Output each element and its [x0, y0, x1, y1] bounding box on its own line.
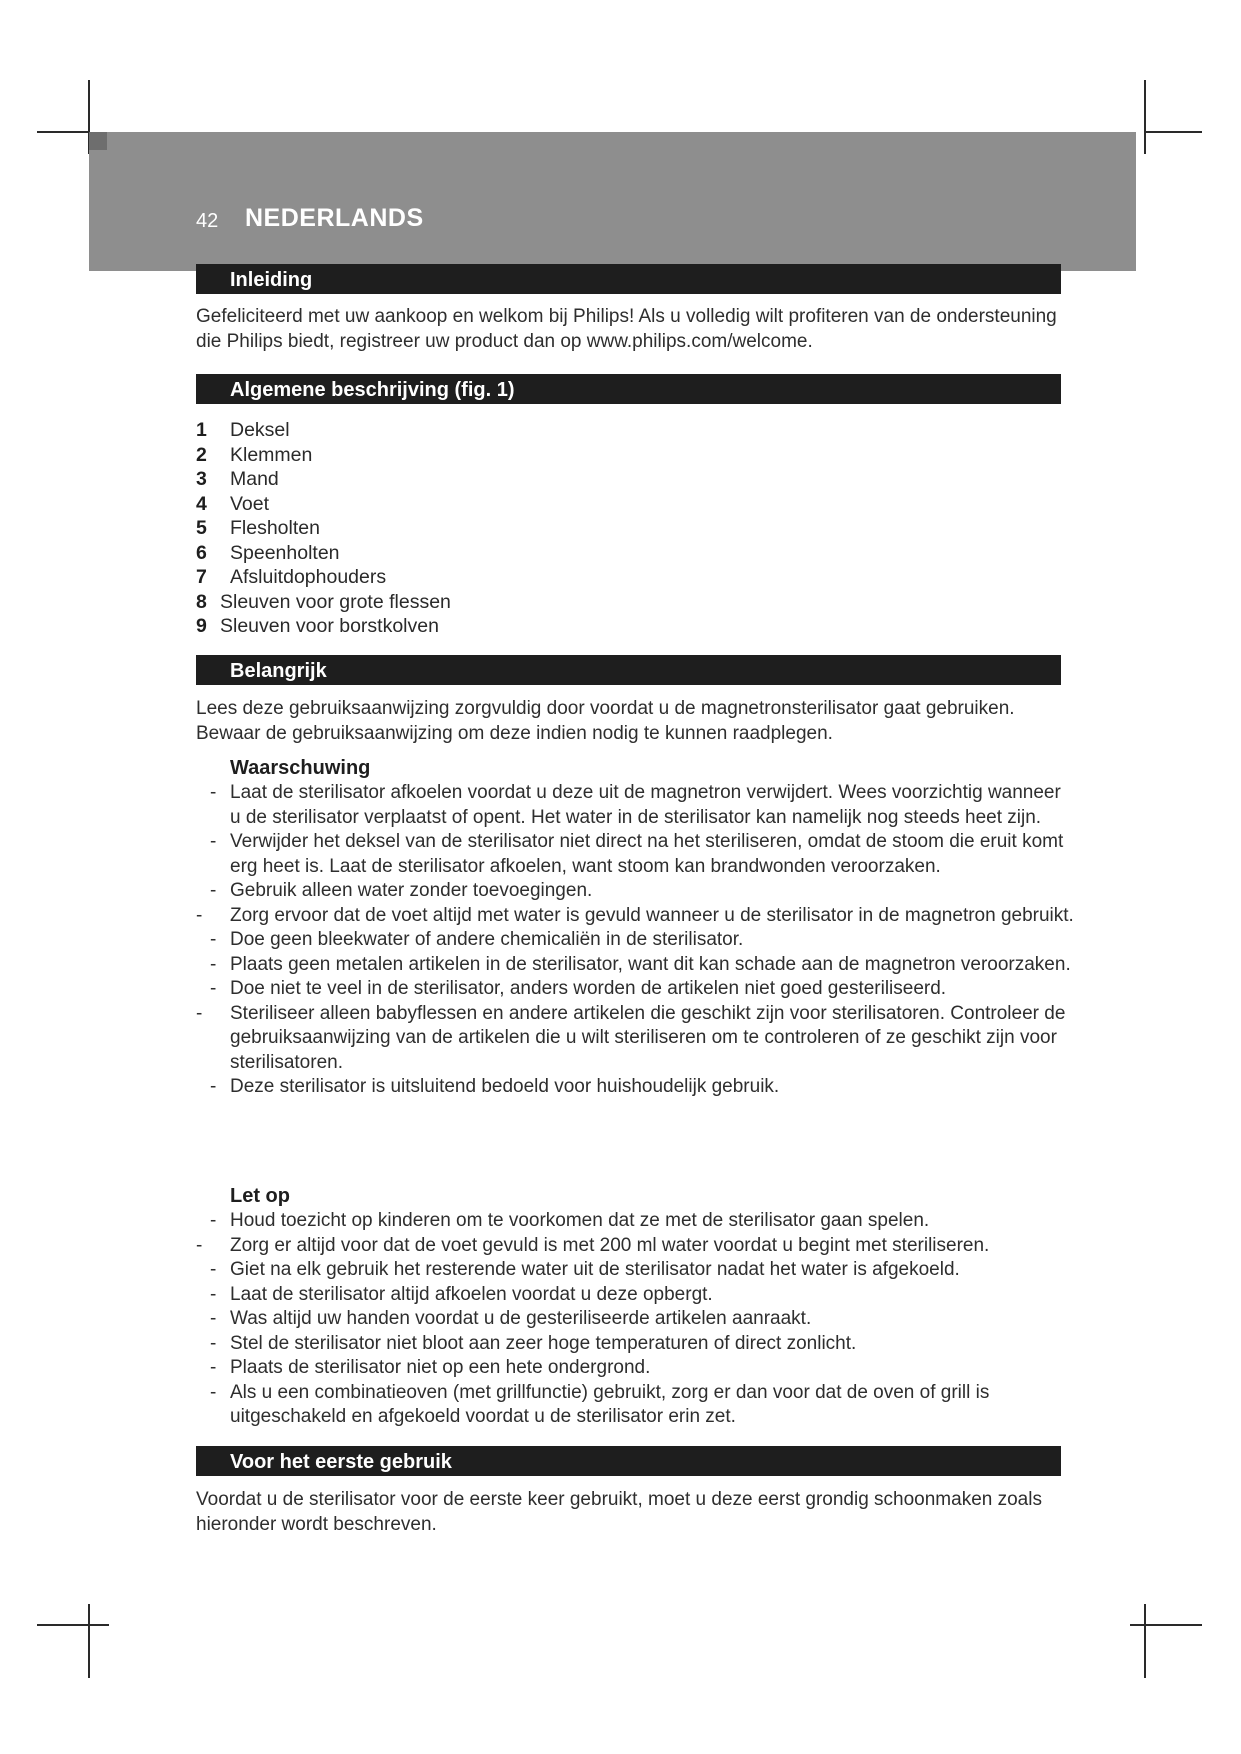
list-item	[196, 565, 451, 590]
crop-mark	[88, 1604, 90, 1678]
list-item: - Zorg er altijd voor dat de voet gevuld is met 200 ml water voordat u begint met steriliseren.	[196, 1234, 1076, 1259]
list-label: Mand	[230, 468, 279, 490]
list-label: Sleuven voor grote flessen	[220, 590, 451, 613]
list-label: Klemmen	[230, 443, 313, 466]
list-item	[196, 418, 451, 443]
list-label: Speenholten	[230, 541, 340, 564]
crop-mark	[1130, 1624, 1202, 1626]
list-item: - Laat de sterilisator afkoelen voordat u deze uit de magnetron verwijdert. Wees voorzichtig wanneer u de sterilisator verplaatst of opent. Het water in de sterilisator kan namelijk nog steeds heet zijn.	[196, 781, 1076, 830]
section-heading-eerste-gebruik: Voor het eerste gebruik	[196, 1446, 1061, 1476]
warning-list	[196, 781, 1076, 1100]
list-item: - Laat de sterilisator altijd afkoelen voordat u deze opbergt.	[196, 1283, 1076, 1308]
list-item	[196, 614, 451, 639]
list-item: - Als u een combinatieoven (met grillfunctie) gebruikt, zorg er dan voor dat de oven of grill is uitgeschakeld en afgekoeld voordat u de sterilisator erin zet.	[196, 1381, 1076, 1430]
list-label: Flesholten	[230, 517, 320, 539]
caution-list	[196, 1209, 1076, 1430]
list-number: 1	[196, 419, 207, 441]
header-band	[89, 132, 1136, 271]
list-item: - Doe geen bleekwater of andere chemicaliën in de sterilisator.	[196, 928, 1076, 953]
page-number: 42	[196, 210, 219, 232]
warning-title: Waarschuwing	[230, 757, 371, 779]
list-item: - Doe niet te veel in de sterilisator, anders worden de artikelen niet goed gesteriliseerd.	[196, 977, 1076, 1002]
crop-mark	[1144, 80, 1146, 154]
list-number: 4	[196, 492, 207, 515]
list-item	[196, 541, 451, 566]
caution-title: Let op	[230, 1185, 290, 1207]
list-number: 5	[196, 517, 207, 539]
eerste-gebruik-text: Voordat u de sterilisator voor de eerste keer gebruikt, moet u deze eerst grondig schoonmaken zoals hieronder wordt beschreven.	[196, 1489, 1042, 1535]
list-item	[196, 492, 451, 517]
list-number: 3	[196, 468, 207, 490]
belangrijk-text: Lees deze gebruiksaanwijzing zorgvuldig door voordat u de magnetronsterilisator gaat gebruiken. Bewaar de gebruiksaanwijzing om deze indien nodig te kunnen raadplegen.	[196, 698, 1015, 744]
header-corner-square	[89, 132, 107, 150]
inleiding-text: Gefeliciteerd met uw aankoop en welkom bij Philips! Als u volledig wilt profiteren van de ondersteuning die Philips biedt, registreer uw product dan op www.philips.com/welcome.	[196, 306, 1057, 352]
language-title: NEDERLANDS	[245, 204, 424, 232]
list-number: 9	[196, 615, 207, 637]
list-item: - Plaats geen metalen artikelen in de sterilisator, want dit kan schade aan de magnetron veroorzaken.	[196, 953, 1076, 978]
list-item: - Plaats de sterilisator niet op een hete ondergrond.	[196, 1356, 1076, 1381]
crop-mark	[37, 131, 89, 133]
list-item: - Gebruik alleen water zonder toevoegingen.	[196, 879, 1076, 904]
list-item: - Stel de sterilisator niet bloot aan zeer hoge temperaturen of direct zonlicht.	[196, 1332, 1076, 1357]
list-item: - Was altijd uw handen voordat u de gesteriliseerde artikelen aanraakt.	[196, 1307, 1076, 1332]
list-item: - Steriliseer alleen babyflessen en andere artikelen die geschikt zijn voor sterilisatoren. Controleer de gebruiksaanwijzing van de artikelen die u wilt steriliseren om te controleren of ze geschikt zijn voor sterilisatoren.	[196, 1002, 1076, 1076]
section-heading-beschrijving: Algemene beschrijving (fig. 1)	[196, 374, 1061, 404]
crop-mark	[1146, 131, 1202, 133]
list-item: - Zorg ervoor dat de voet altijd met water is gevuld wanneer u de sterilisator in de magnetron gebruikt.	[196, 904, 1076, 929]
list-item	[196, 467, 451, 492]
list-number: 7	[196, 566, 207, 588]
list-number: 2	[196, 443, 207, 466]
list-item: - Giet na elk gebruik het resterende water uit de sterilisator nadat het water is afgekoeld.	[196, 1258, 1076, 1283]
list-item	[196, 590, 451, 615]
list-number: 6	[196, 541, 207, 564]
crop-mark	[1144, 1604, 1146, 1678]
list-label: Voet	[230, 492, 270, 515]
list-label: Sleuven voor borstkolven	[220, 615, 439, 637]
section-heading-inleiding: Inleiding	[196, 264, 1061, 294]
list-item: - Deze sterilisator is uitsluitend bedoeld voor huishoudelijk gebruik.	[196, 1075, 1076, 1100]
list-item: - Verwijder het deksel van de sterilisator niet direct na het steriliseren, omdat de stoom die eruit komt erg heet is. Laat de sterilisator afkoelen, want stoom kan brandwonden veroorzaken.	[196, 830, 1076, 879]
list-item	[196, 443, 451, 468]
list-number: 8	[196, 590, 207, 613]
list-label: Afsluitdophouders	[230, 566, 387, 588]
list-item	[196, 516, 451, 541]
parts-list	[196, 418, 451, 639]
section-heading-belangrijk: Belangrijk	[196, 655, 1061, 685]
list-item: - Houd toezicht op kinderen om te voorkomen dat ze met de sterilisator gaan spelen.	[196, 1209, 1076, 1234]
crop-mark	[37, 1624, 109, 1626]
list-label: Deksel	[230, 419, 290, 441]
